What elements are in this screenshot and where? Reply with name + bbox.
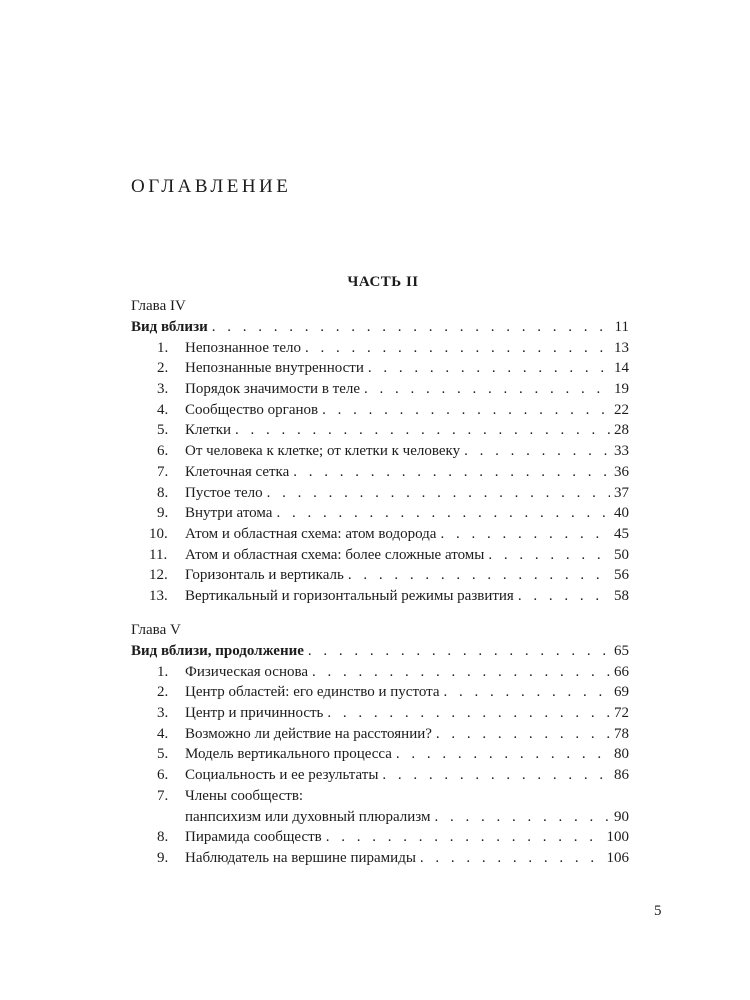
toc-entry[interactable] <box>131 586 629 607</box>
page-ref: 80 <box>614 746 629 763</box>
entry-number: 1. <box>157 663 169 680</box>
page-ref: 40 <box>614 505 629 522</box>
entry-number: 3. <box>157 705 169 722</box>
entry-title: Непознанные внутренности <box>185 360 364 377</box>
page-title: ОГЛАВЛЕНИЕ <box>131 176 292 197</box>
entry-title: Возможно ли действие на расстоянии? <box>185 725 432 742</box>
entry-number: 13. <box>149 587 168 604</box>
toc-entry[interactable] <box>131 724 629 745</box>
entry-title: Порядок значимости в теле <box>185 381 361 398</box>
toc-entry[interactable] <box>131 462 629 483</box>
entry-number: 2. <box>157 684 169 701</box>
toc-entry[interactable] <box>131 565 629 586</box>
entry-title: Внутри атома <box>185 505 273 522</box>
dot-leader <box>440 524 610 545</box>
chapter-label: Глава V <box>131 622 181 638</box>
toc-entry[interactable] <box>131 827 629 848</box>
page-ref: 78 <box>614 725 629 742</box>
toc-entry[interactable] <box>131 420 629 441</box>
toc-entry[interactable] <box>131 483 629 504</box>
page-ref: 86 <box>614 767 629 784</box>
entry-number: 9. <box>157 505 169 522</box>
dot-leader <box>444 682 610 703</box>
page-ref: 69 <box>614 684 629 701</box>
page-ref: 22 <box>614 401 629 418</box>
page-ref: 14 <box>614 360 629 377</box>
page-number: 5 <box>654 903 662 919</box>
entry-number: 7. <box>157 787 169 804</box>
entry-number: 2. <box>157 360 169 377</box>
entry-title: Клеточная сетка <box>185 463 290 480</box>
page-ref: 19 <box>614 381 629 398</box>
entry-title: Пустое тело <box>185 484 263 501</box>
toc-entry[interactable] <box>131 338 629 359</box>
toc-entry[interactable] <box>131 400 629 421</box>
entry-title: Социальность и ее результаты <box>185 767 379 784</box>
entry-number: 6. <box>157 443 169 460</box>
entry-title: Пирамида сообществ <box>185 829 322 846</box>
entry-title: Атом и областная схема: атом водорода <box>185 525 437 542</box>
page-ref: 13 <box>614 339 629 356</box>
dot-leader <box>293 462 610 483</box>
dot-leader <box>488 545 610 566</box>
toc-entry[interactable] <box>131 441 629 462</box>
entry-title: Модель вертикального процесса <box>185 746 392 763</box>
entry-title: Члены сообществ: <box>185 787 304 804</box>
entry-title: Клетки <box>185 422 232 439</box>
dot-leader <box>396 744 610 765</box>
entry-number: 9. <box>157 849 169 866</box>
toc-entry[interactable] <box>131 682 629 703</box>
page-ref: 56 <box>614 567 629 584</box>
toc-entry[interactable] <box>131 358 629 379</box>
dot-leader <box>322 400 610 421</box>
chapter-heading[interactable] <box>131 641 629 662</box>
chapter-iv <box>131 296 629 607</box>
chapter-v <box>131 620 629 869</box>
page-ref: 11 <box>614 319 629 335</box>
dot-leader <box>308 641 610 662</box>
entry-title: Физическая основа <box>185 663 309 680</box>
toc-entry[interactable] <box>131 703 629 724</box>
dot-leader <box>436 724 610 745</box>
entry-title-continuation: панпсихизм или духовный плюрализм <box>185 808 431 825</box>
entry-number: 1. <box>157 339 169 356</box>
entry-number: 7. <box>157 463 169 480</box>
page-ref: 65 <box>614 643 629 659</box>
toc-entry[interactable] <box>131 503 629 524</box>
entry-title: От человека к клетке; от клетки к человеку <box>185 443 461 460</box>
chapter-heading[interactable] <box>131 317 629 338</box>
page-ref: 72 <box>614 705 629 722</box>
toc-entry[interactable] <box>131 765 629 786</box>
entry-number: 4. <box>157 401 169 418</box>
page-ref: 45 <box>614 525 629 542</box>
entry-number: 4. <box>157 725 169 742</box>
entry-number: 11. <box>149 546 168 563</box>
toc-entry[interactable] <box>131 545 629 566</box>
dot-leader <box>518 586 610 607</box>
entry-title: Непознанное тело <box>185 339 301 356</box>
entry-number: 10. <box>149 525 168 542</box>
page-ref: 33 <box>614 443 629 460</box>
entry-number: 5. <box>157 746 169 763</box>
entry-number: 3. <box>157 381 169 398</box>
page-ref: 100 <box>606 829 629 846</box>
dot-leader <box>368 358 610 379</box>
entry-number: 8. <box>157 829 169 846</box>
toc-entry[interactable] <box>131 786 629 807</box>
chapter-heading-text: Вид вблизи, продолжение <box>131 643 304 659</box>
dot-leader <box>267 483 610 504</box>
page-ref: 106 <box>606 849 629 866</box>
part-title: ЧАСТЬ II <box>347 274 419 290</box>
entry-title: Горизонталь и вертикаль <box>185 567 344 584</box>
toc-entry[interactable] <box>131 524 629 545</box>
entry-number: 6. <box>157 767 169 784</box>
entry-number: 5. <box>157 422 169 439</box>
toc-entry[interactable] <box>131 662 629 683</box>
page-ref: 28 <box>614 422 629 439</box>
dot-leader <box>382 765 610 786</box>
entry-number: 12. <box>149 567 168 584</box>
page-ref: 66 <box>614 663 629 680</box>
page-ref: 58 <box>614 587 629 604</box>
dot-leader <box>276 503 610 524</box>
toc-entry-continuation[interactable] <box>131 807 629 828</box>
entry-title: Сообщество органов <box>185 401 319 418</box>
toc-entry[interactable] <box>131 744 629 765</box>
entry-title: Вертикальный и горизонтальный режимы развития <box>185 587 514 604</box>
page-ref: 50 <box>614 546 629 563</box>
dot-leader <box>464 441 610 462</box>
dot-leader <box>434 807 610 828</box>
dot-leader <box>312 662 610 683</box>
dot-leader <box>420 848 603 869</box>
entry-title: Атом и областная схема: более сложные атомы <box>185 546 485 563</box>
chapter-label: Глава IV <box>131 298 186 314</box>
page-ref: 36 <box>614 463 629 480</box>
dot-leader <box>348 565 610 586</box>
chapter-heading-text: Вид вблизи <box>131 319 208 335</box>
toc-entry[interactable] <box>131 379 629 400</box>
dot-leader <box>305 338 610 359</box>
entry-number: 8. <box>157 484 169 501</box>
dot-leader <box>327 703 610 724</box>
entry-title: Центр областей: его единство и пустота <box>185 684 440 701</box>
dot-leader <box>326 827 603 848</box>
page-ref: 90 <box>614 808 629 825</box>
entry-title: Центр и причинность <box>185 705 324 722</box>
entry-title: Наблюдатель на вершине пирамиды <box>185 849 416 866</box>
toc-entry[interactable] <box>131 848 629 869</box>
dot-leader <box>235 420 610 441</box>
dot-leader <box>364 379 610 400</box>
page-ref: 37 <box>614 484 629 501</box>
dot-leader <box>212 317 611 338</box>
